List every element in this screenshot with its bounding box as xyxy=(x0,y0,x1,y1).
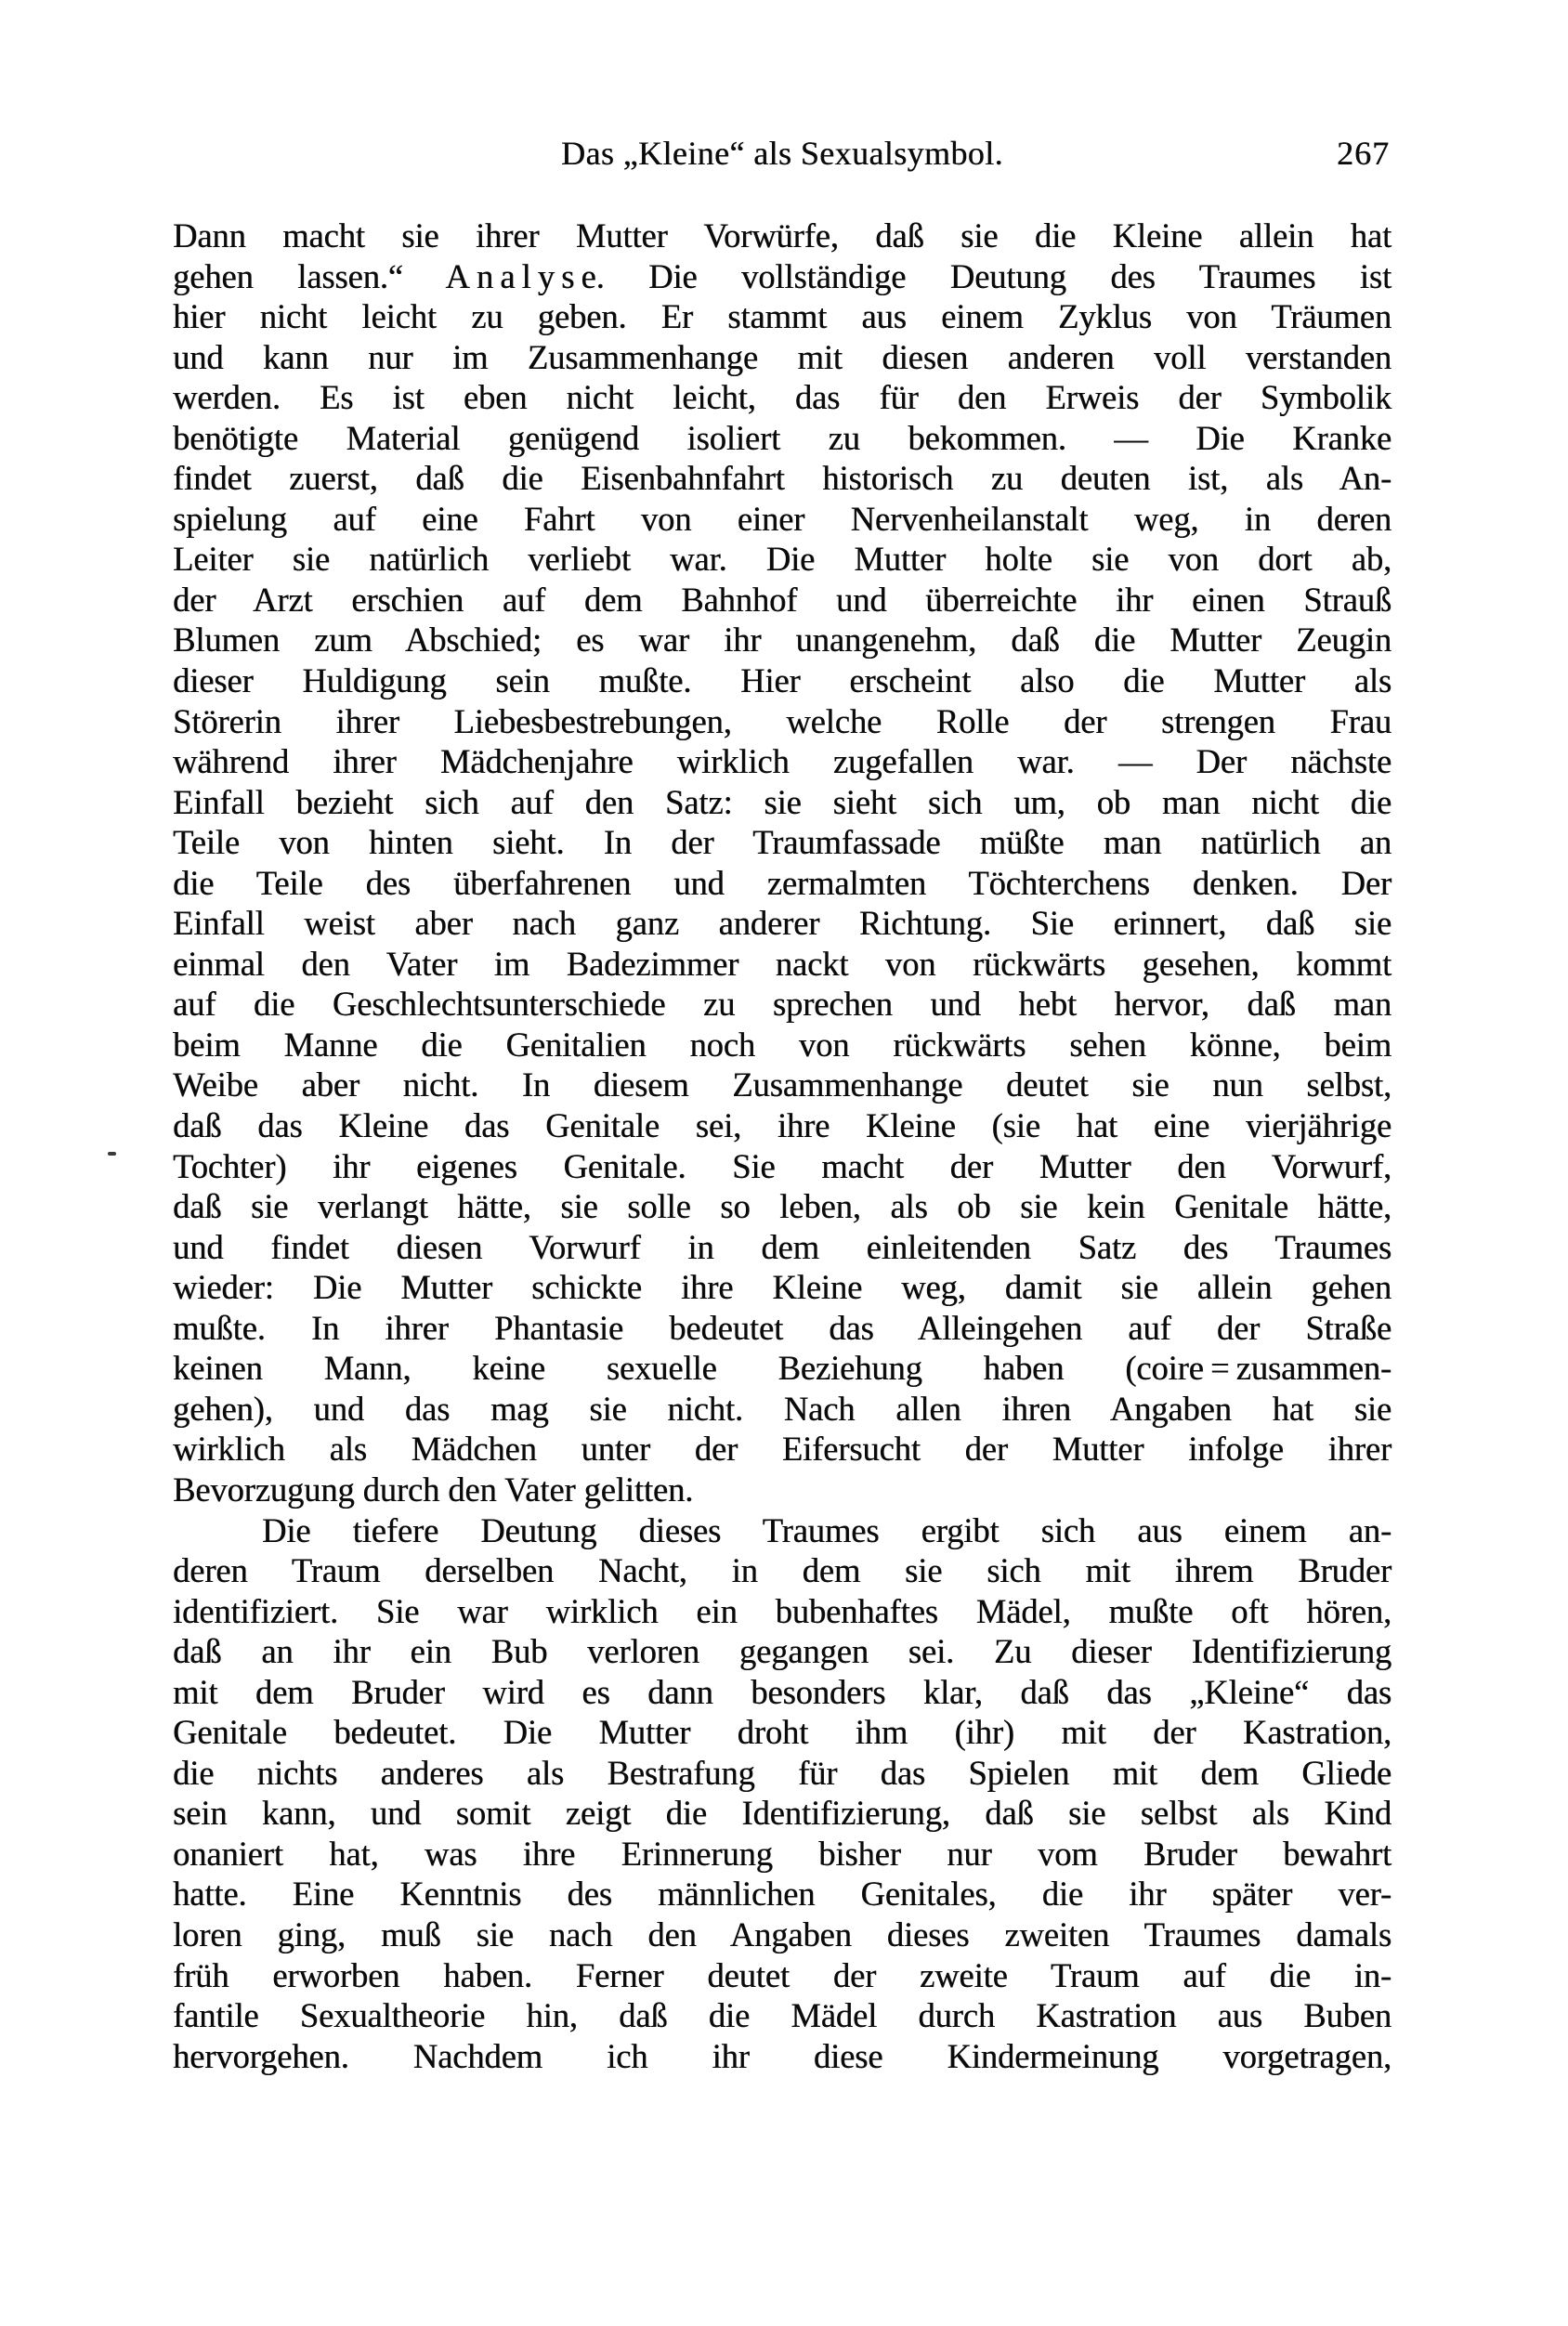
text-line: und kann nur im Zusammenhange mit diesen anderen voll verstanden xyxy=(173,337,1392,376)
body-text-block xyxy=(173,216,1392,2076)
text-line: gehen), und das mag sie nicht. Nach allen ihren Angaben hat sie xyxy=(173,1389,1392,1428)
text-line: benötigte Material genügend isoliert zu bekommen. — Die Kranke xyxy=(173,418,1392,457)
text-line: fantile Sexualtheorie hin, daß die Mädel durch Kastration aus Buben xyxy=(173,1996,1392,2035)
text-line: werden. Es ist eben nicht leicht, das für den Erweis der Symbolik xyxy=(173,378,1392,417)
text-line: der Arzt erschien auf dem Bahnhof und überreichte ihr einen Strauß xyxy=(173,580,1392,619)
text-line: daß an ihr ein Bub verloren gegangen sei. Zu dieser Identifizierung xyxy=(173,1632,1392,1671)
text-line: gehen lassen.“ A n a l y s e. Die vollständige Deutung des Traumes ist xyxy=(173,256,1392,295)
text-line: wirklich als Mädchen unter der Eifersucht der Mutter infolge ihrer xyxy=(173,1430,1392,1469)
text-line: Dann macht sie ihrer Mutter Vorwürfe, daß sie die Kleine allein hat xyxy=(173,216,1392,255)
text-line: Einfall bezieht sich auf den Satz: sie sieht sich um, ob man nicht die xyxy=(173,782,1392,821)
text-line: auf die Geschlechtsunterschiede zu sprechen und hebt hervor, daß man xyxy=(173,985,1392,1024)
text-line: und findet diesen Vorwurf in dem einleitenden Satz des Traumes xyxy=(173,1227,1392,1266)
text-line: hervorgehen. Nachdem ich ihr diese Kindermeinung vorgetragen, xyxy=(173,2036,1392,2075)
text-line: Leiter sie natürlich verliebt war. Die Mutter holte sie von dort ab, xyxy=(173,540,1392,579)
text-line: Tochter) ihr eigenes Genitale. Sie macht der Mutter den Vorwurf, xyxy=(173,1146,1392,1185)
text-line: einmal den Vater im Badezimmer nackt von rückwärts gesehen, kommt xyxy=(173,944,1392,983)
text-line: früh erworben haben. Ferner deutet der zweite Traum auf die in- xyxy=(173,1955,1392,1994)
text-line: identifiziert. Sie war wirklich ein bubenhaftes Mädel, mußte oft hören, xyxy=(173,1591,1392,1630)
text-line: daß sie verlangt hätte, sie solle so leben, als ob sie kein Genitale hätte, xyxy=(173,1187,1392,1226)
text-line: onaniert hat, was ihre Erinnerung bisher nur vom Bruder bewahrt xyxy=(173,1834,1392,1873)
page-header xyxy=(173,134,1392,175)
text-line: findet zuerst, daß die Eisenbahnfahrt historisch zu deuten ist, als An- xyxy=(173,459,1392,498)
text-line: die nichts anderes als Bestrafung für das Spielen mit dem Gliede xyxy=(173,1753,1392,1792)
text-line: hier nicht leicht zu geben. Er stammt aus einem Zyklus von Träumen xyxy=(173,297,1392,336)
text-line: Bevorzugung durch den Vater gelitten. xyxy=(173,1470,694,1509)
text-line: Störerin ihrer Liebesbestrebungen, welche Rolle der strengen Frau xyxy=(173,701,1392,740)
scan-artifact-speck xyxy=(108,1152,116,1156)
text-line: keinen Mann, keine sexuelle Beziehung haben (coire = zusammen- xyxy=(173,1349,1392,1388)
text-line: Weibe aber nicht. In diesem Zusammenhange deutet sie nun selbst, xyxy=(173,1065,1392,1104)
running-title: Das „Kleine“ als Sexualsymbol. xyxy=(561,135,1003,172)
text-line: beim Manne die Genitalien noch von rückwärts sehen könne, beim xyxy=(173,1025,1392,1064)
text-line: während ihrer Mädchenjahre wirklich zugefallen war. — Der nächste xyxy=(173,742,1392,781)
text-line: mit dem Bruder wird es dann besonders klar, daß das „Kleine“ das xyxy=(173,1672,1392,1711)
text-line: spielung auf eine Fahrt von einer Nervenheilanstalt weg, in deren xyxy=(173,499,1392,538)
text-line: hatte. Eine Kenntnis des männlichen Genitales, die ihr später ver- xyxy=(173,1875,1392,1914)
text-line: daß das Kleine das Genitale sei, ihre Kleine (sie hat eine vierjährige xyxy=(173,1106,1392,1145)
text-line: Blumen zum Abschied; es war ihr unangenehm, daß die Mutter Zeugin xyxy=(173,621,1392,660)
text-line: dieser Huldigung sein mußte. Hier erscheint also die Mutter als xyxy=(173,661,1392,700)
text-line: Einfall weist aber nach ganz anderer Richtung. Sie erinnert, daß sie xyxy=(173,904,1392,943)
text-line: sein kann, und somit zeigt die Identifizierung, daß sie selbst als Kind xyxy=(173,1794,1392,1833)
text-line: mußte. In ihrer Phantasie bedeutet das Alleingehen auf der Straße xyxy=(173,1308,1392,1347)
text-line: deren Traum derselben Nacht, in dem sie sich mit ihrem Bruder xyxy=(173,1551,1392,1590)
text-line: wieder: Die Mutter schickte ihre Kleine weg, damit sie allein gehen xyxy=(173,1268,1392,1307)
text-line: Genitale bedeutet. Die Mutter droht ihm (ihr) mit der Kastration, xyxy=(173,1713,1392,1752)
text-line: die Teile des überfahrenen und zermalmten Töchterchens denken. Der xyxy=(173,863,1392,902)
text-line: Teile von hinten sieht. In der Traumfassade müßte man natürlich an xyxy=(173,823,1392,862)
page-number: 267 xyxy=(1337,135,1390,172)
text-line: loren ging, muß sie nach den Angaben dieses zweiten Traumes damals xyxy=(173,1914,1392,1954)
text-line: Die tiefere Deutung dieses Traumes ergibt sich aus einem an- xyxy=(262,1510,1392,1549)
